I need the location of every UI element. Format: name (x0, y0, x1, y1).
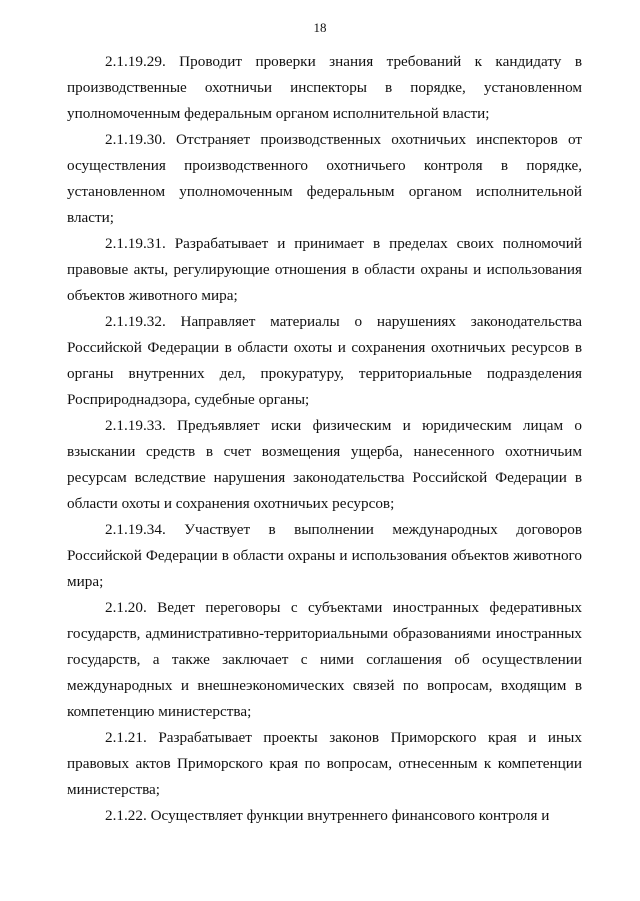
paragraph-2-1-20: 2.1.20. Ведет переговоры с субъектами иностранных федеративных государств, административно-территориальными образованиями иностранных государств, а также заключает с ними соглашения об осуществлении международных и внешнеэкономических связей по вопросам, входящим в компетенцию министерства; (67, 599, 582, 720)
paragraph-2-1-22: 2.1.22. Осуществляет функции внутреннего финансового контроля и (105, 807, 550, 824)
paragraph-2-1-19-32: 2.1.19.32. Направляет материалы о нарушениях законодательства Российской Федерации в области охоты и сохранения охотничьих ресурсов в органы внутренних дел, прокуратуру, территориальные подразделения Росприроднадзора, судебные органы; (67, 313, 582, 408)
paragraph-2-1-19-33: 2.1.19.33. Предъявляет иски физическим и юридическим лицам о взыскании средств в счет возмещения ущерба, нанесенного охотничьим ресурсам вследствие нарушения законодательства Российской Федерации в области охоты и сохранения охотничьих ресурсов; (67, 417, 582, 512)
paragraph-2-1-19-30: 2.1.19.30. Отстраняет производственных охотничьих инспекторов от осуществления производственного охотничьего контроля в порядке, установленном уполномоченным федеральным органом исполнительной власти; (67, 131, 582, 226)
document-body (67, 49, 582, 829)
paragraph-2-1-19-34: 2.1.19.34. Участвует в выполнении международных договоров Российской Федерации в области охраны и использования объектов животного мира; (67, 521, 582, 590)
paragraph-2-1-21: 2.1.21. Разрабатывает проекты законов Приморского края и иных правовых актов Приморского края по вопросам, отнесенным к компетенции министерства; (67, 729, 582, 798)
page-number: 18 (313, 20, 327, 35)
paragraph-2-1-19-29: 2.1.19.29. Проводит проверки знания требований к кандидату в производственные охотничьи инспекторы в порядке, установленном уполномоченным федеральным органом исполнительной власти; (67, 53, 582, 122)
paragraph-2-1-19-31: 2.1.19.31. Разрабатывает и принимает в пределах своих полномочий правовые акты, регулирующие отношения в области охраны и использования объектов животного мира; (67, 235, 582, 304)
